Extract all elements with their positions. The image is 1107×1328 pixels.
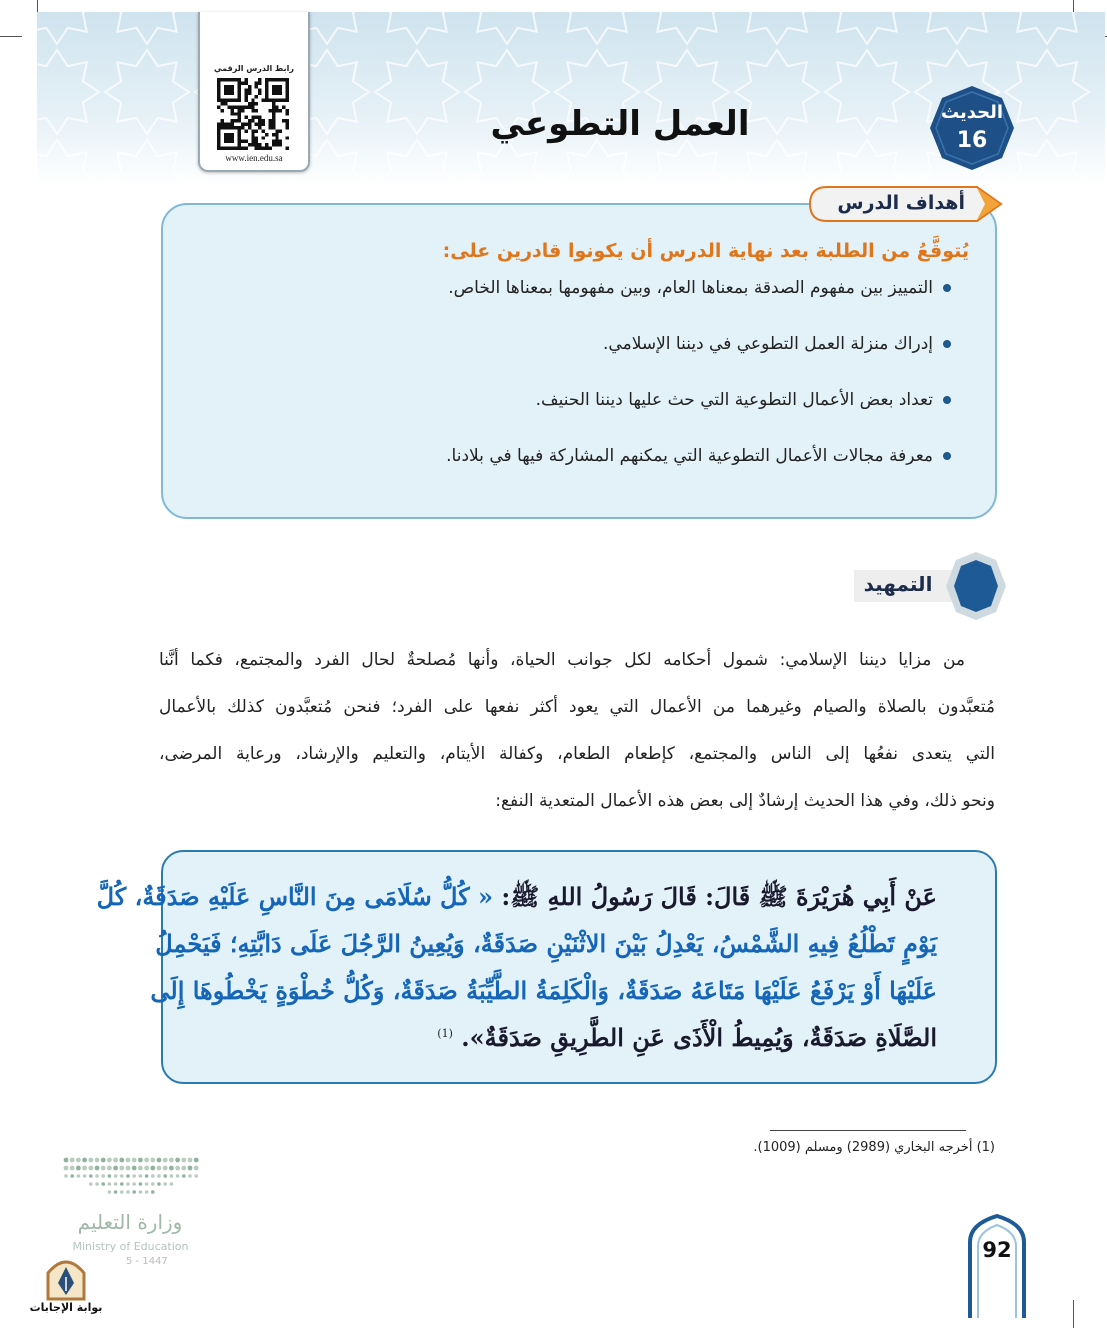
intro-title: التمهيد [863,572,933,596]
qr-card[interactable] [198,12,310,172]
hadith-label: الحديث [940,102,1004,123]
goals-tab [807,184,1003,224]
intro-paragraph-line: ونحو ذلك، وفي هذا الحديث إرشادٌ إلى بعض هذه الأعمال المتعدية النفع: [495,791,995,811]
footnote: (1) أخرجه البخاري (2989) ومسلم (1009). [753,1140,995,1155]
goal-item: تعداد بعض الأعمال التطوعية التي حث عليها ديننا الحنيف. [536,390,951,410]
goal-item: إدراك منزلة العمل التطوعي في ديننا الإسلامي. [603,334,951,354]
intro-paragraph-line: التي يتعدى نفعُها إلى الناس والمجتمع، كإطعام الطعام، وكفالة الأيتام، والتعليم والإرشاد، ورعاية المرضى، [159,744,995,764]
crop-mark [1073,1300,1074,1328]
ministry-year: 5 - 1447 [126,1256,168,1267]
hadith-line: يَوْمٍ تَطْلُعُ فِيهِ الشَّمْسُ، يَعْدِلُ بَيْنَ الاثْنَيْنِ صَدَقَةٌ، وَيُعِينُ الرَّجُلَ عَلَى دَابَّتِهِ؛ فَيَحْمِلُ [155,929,937,958]
bullet-icon [943,284,951,292]
hadith-line: عَلَيْهَا أَوْ يَرْفَعُ عَلَيْهَا مَتَاعَهُ صَدَقَةٌ، وَالْكَلِمَةُ الطَّيِّبَةُ صَدَقَةٌ، وَكُلُّ خُطْوَةٍ يَخْطُوهَا إِلَى [150,976,937,1005]
bullet-icon [943,452,951,460]
bullet-icon [943,396,951,404]
hadith-line [96,882,937,917]
crop-mark [0,36,22,37]
intro-section-badge [848,550,1008,622]
intro-paragraph-line: مُتعبَّدون بالصلاة والصيام وغيرهما من الأعمال التي يعود أكثر نفعها على الفرد؛ فنحن مُتعبَّدون كذلك بالأعمال [159,697,995,717]
hadith-text: الصَّلَاةِ صَدَقَةٌ، وَيُمِيطُ الْأَذَى عَنِ الطَّرِيقِ صَدَقَةٌ». [461,1023,937,1052]
goals-title: أهداف الدرس [837,192,965,214]
qr-code-icon [217,78,289,150]
page-number: 92 [982,1238,1012,1262]
hadith-number: 16 [956,128,988,153]
footnote-divider [770,1130,966,1131]
goal-item: معرفة مجالات الأعمال التطوعية التي يمكنهم المشاركة فيها في بلادنا. [446,446,951,466]
bullet-icon [943,340,951,348]
goal-item: التمييز بين مفهوم الصدقة بمعناها العام، وبين مفهومها بمعناها الخاص. [448,278,951,298]
page-number-tab [966,1214,1028,1319]
watermark-text: بوابة الإجابات [29,1301,103,1314]
watermark-logo [28,1255,104,1323]
intro-paragraph-line: من مزايا ديننا الإسلامي: شمول أحكامه لكل جوانب الحياة، وأنها مُصلحةٌ لحال الفرد والمجتمع، فكما أنَّنا [159,650,965,670]
goals-intro: يُتوقَّعُ من الطلبة بعد نهاية الدرس أن يكونوا قادرين على: [442,240,969,262]
footnote-ref[interactable]: (1) [437,1027,453,1040]
hadith-number-badge [928,84,1016,172]
ministry-name-ar: وزارة التعليم [77,1210,183,1234]
hadith-narrator: عَنْ أَبِي هُرَيْرَةَ ﷺ قَالَ: قَالَ رَسُولُ اللهِ ﷺ: [501,882,937,911]
ministry-dots-icon [58,1152,203,1212]
hadith-line [199,1023,937,1052]
hadith-text: « كُلُّ سُلَامَى مِنَ النَّاسِ عَلَيْهِ صَدَقَةٌ، كُلَّ [96,882,493,911]
lesson-title: العمل التطوعي [490,104,750,144]
ministry-name-en: Ministry of Education [72,1240,189,1253]
ministry-logo [58,1152,203,1272]
qr-label: رابط الدرس الرقمي [214,64,294,73]
pen-nib-icon [28,1255,104,1301]
qr-url[interactable]: www.ien.edu.sa [225,153,283,163]
